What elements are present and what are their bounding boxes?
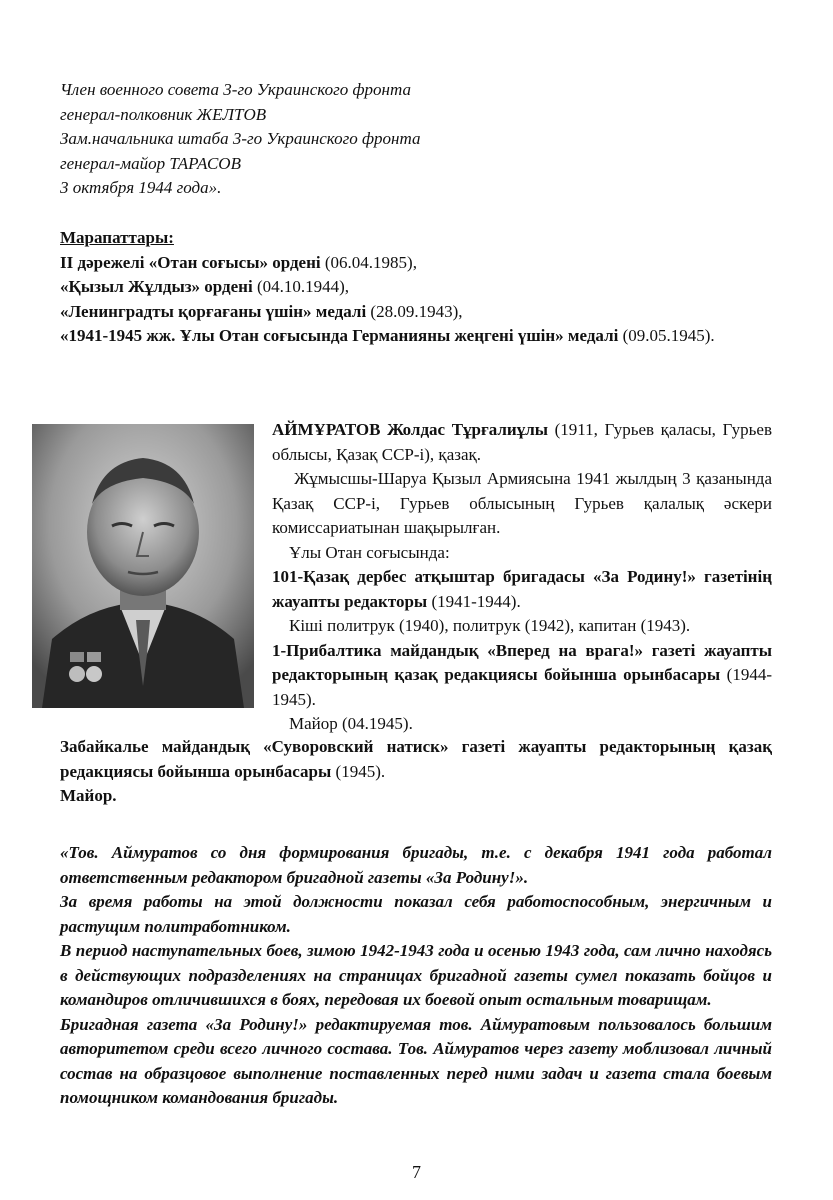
bio-position: 101-Қазақ дербес атқыштар бригадасы «За Родину!» газетінің жауапты редакторы [272, 567, 772, 611]
bio-paragraph [60, 735, 772, 784]
signature-block [60, 78, 772, 201]
page-number: 7 [412, 1162, 421, 1182]
bio-paragraph [272, 639, 772, 713]
signature-line: Зам.начальника штаба 3-го Украинского фронта [60, 129, 421, 148]
award-title: II дәрежелі «Отан соғысы» ордені [60, 252, 321, 272]
bio-name-paragraph [272, 418, 772, 467]
biography-continuation [60, 735, 772, 809]
award-item [60, 300, 772, 325]
bio-text: Кіші политрук (1940), политрук (1942), капитан (1943). [289, 616, 691, 635]
award-item [60, 251, 772, 276]
bio-text: Жұмысшы-Шаруа Қызыл Армиясына 1941 жылдың 3 қазанында Қазақ ССР-і, Гурьев облысының Гурьев қалалық әскери комиссариатынан шақырылған. [272, 469, 772, 537]
quote-paragraph: «Тов. Аймуратов со дня формирования бригады, т.е. с декабря 1941 года работал ответственным редактором бригадной газеты «За Родину!». [60, 843, 772, 887]
bio-paragraph [272, 565, 772, 614]
award-date: (28.09.1943), [366, 301, 463, 321]
awards-heading: Марапаттары: [60, 228, 174, 247]
birth-info: (1911, Гурьев қаласы, Гурьев облысы, Қазақ ССР-і), қазақ. [272, 420, 772, 464]
quote-paragraph: За время работы на этой должности показал себя работоспособным, энергичным и растущим политработником. [60, 892, 772, 936]
award-item [60, 275, 772, 300]
signature-line: генерал-майор ТАРАСОВ [60, 153, 241, 173]
award-date: (09.05.1945). [618, 326, 715, 345]
biography-column [272, 418, 772, 737]
quote-block [60, 841, 772, 1111]
awards-section [60, 226, 772, 349]
bio-dates: (1945). [331, 761, 386, 781]
bio-position: 1-Прибалтика майдандық «Вперед на врага!» газеті жауапты редакторының қазақ редакциясы бойынша орынбасары [272, 640, 772, 684]
bio-rank: Майор. [60, 786, 117, 805]
bio-position: Забайкалье майдандық «Суворовский натиск» газеті жауапты редакторының қазақ редакциясы бойынша орынбасары [60, 737, 772, 781]
bio-paragraph [272, 614, 772, 639]
portrait-photo [32, 424, 254, 708]
award-item [60, 324, 772, 349]
award-date: (06.04.1985), [320, 252, 417, 272]
portrait-illustration [32, 424, 254, 708]
bio-dates: (1941-1944). [427, 591, 521, 611]
bio-paragraph [272, 541, 772, 566]
signature-line: генерал-полковник ЖЕЛТОВ [60, 104, 267, 124]
signature-line: Член военного совета 3-го Украинского фронта [60, 80, 411, 99]
bio-dates: (1944-1945). [272, 665, 772, 709]
person-name: АЙМҰРАТОВ Жолдас Тұрғалиұлы [272, 420, 549, 439]
award-date: (04.10.1944), [252, 277, 350, 296]
bio-paragraph [272, 712, 772, 737]
signature-line: 3 октября 1944 года». [60, 178, 222, 197]
bio-text: Майор (04.1945). [289, 714, 413, 733]
award-title: «1941-1945 жж. Ұлы Отан соғысында Германияны жеңгені үшін» медалі [60, 326, 619, 345]
award-title: «Ленинградты қорғағаны үшін» медалі [60, 301, 367, 321]
bio-paragraph [272, 467, 772, 541]
quote-paragraph: Бригадная газета «За Родину!» редактируемая тов. Аймуратовым пользовалось большим авторитетом среди всего личного состава. Тов. Аймуратов через газету моблизовал личный состав на образцовое выполнение поставленных перед ними задач и газета стала боевым помощником командования бригады. [60, 1014, 772, 1107]
quote-paragraph: В период наступательных боев, зимою 1942-1943 года и осенью 1943 года, сам лично находясь в действующих подразделениях на страницах бригадной газеты сумел показать бойцов и командиров отличившихся в боях, передовая их боевой опыт остальным товарищам. [60, 941, 772, 1009]
bio-text: Ұлы Отан соғысында: [289, 542, 450, 562]
award-title: «Қызыл Жұлдыз» ордені [60, 277, 253, 296]
